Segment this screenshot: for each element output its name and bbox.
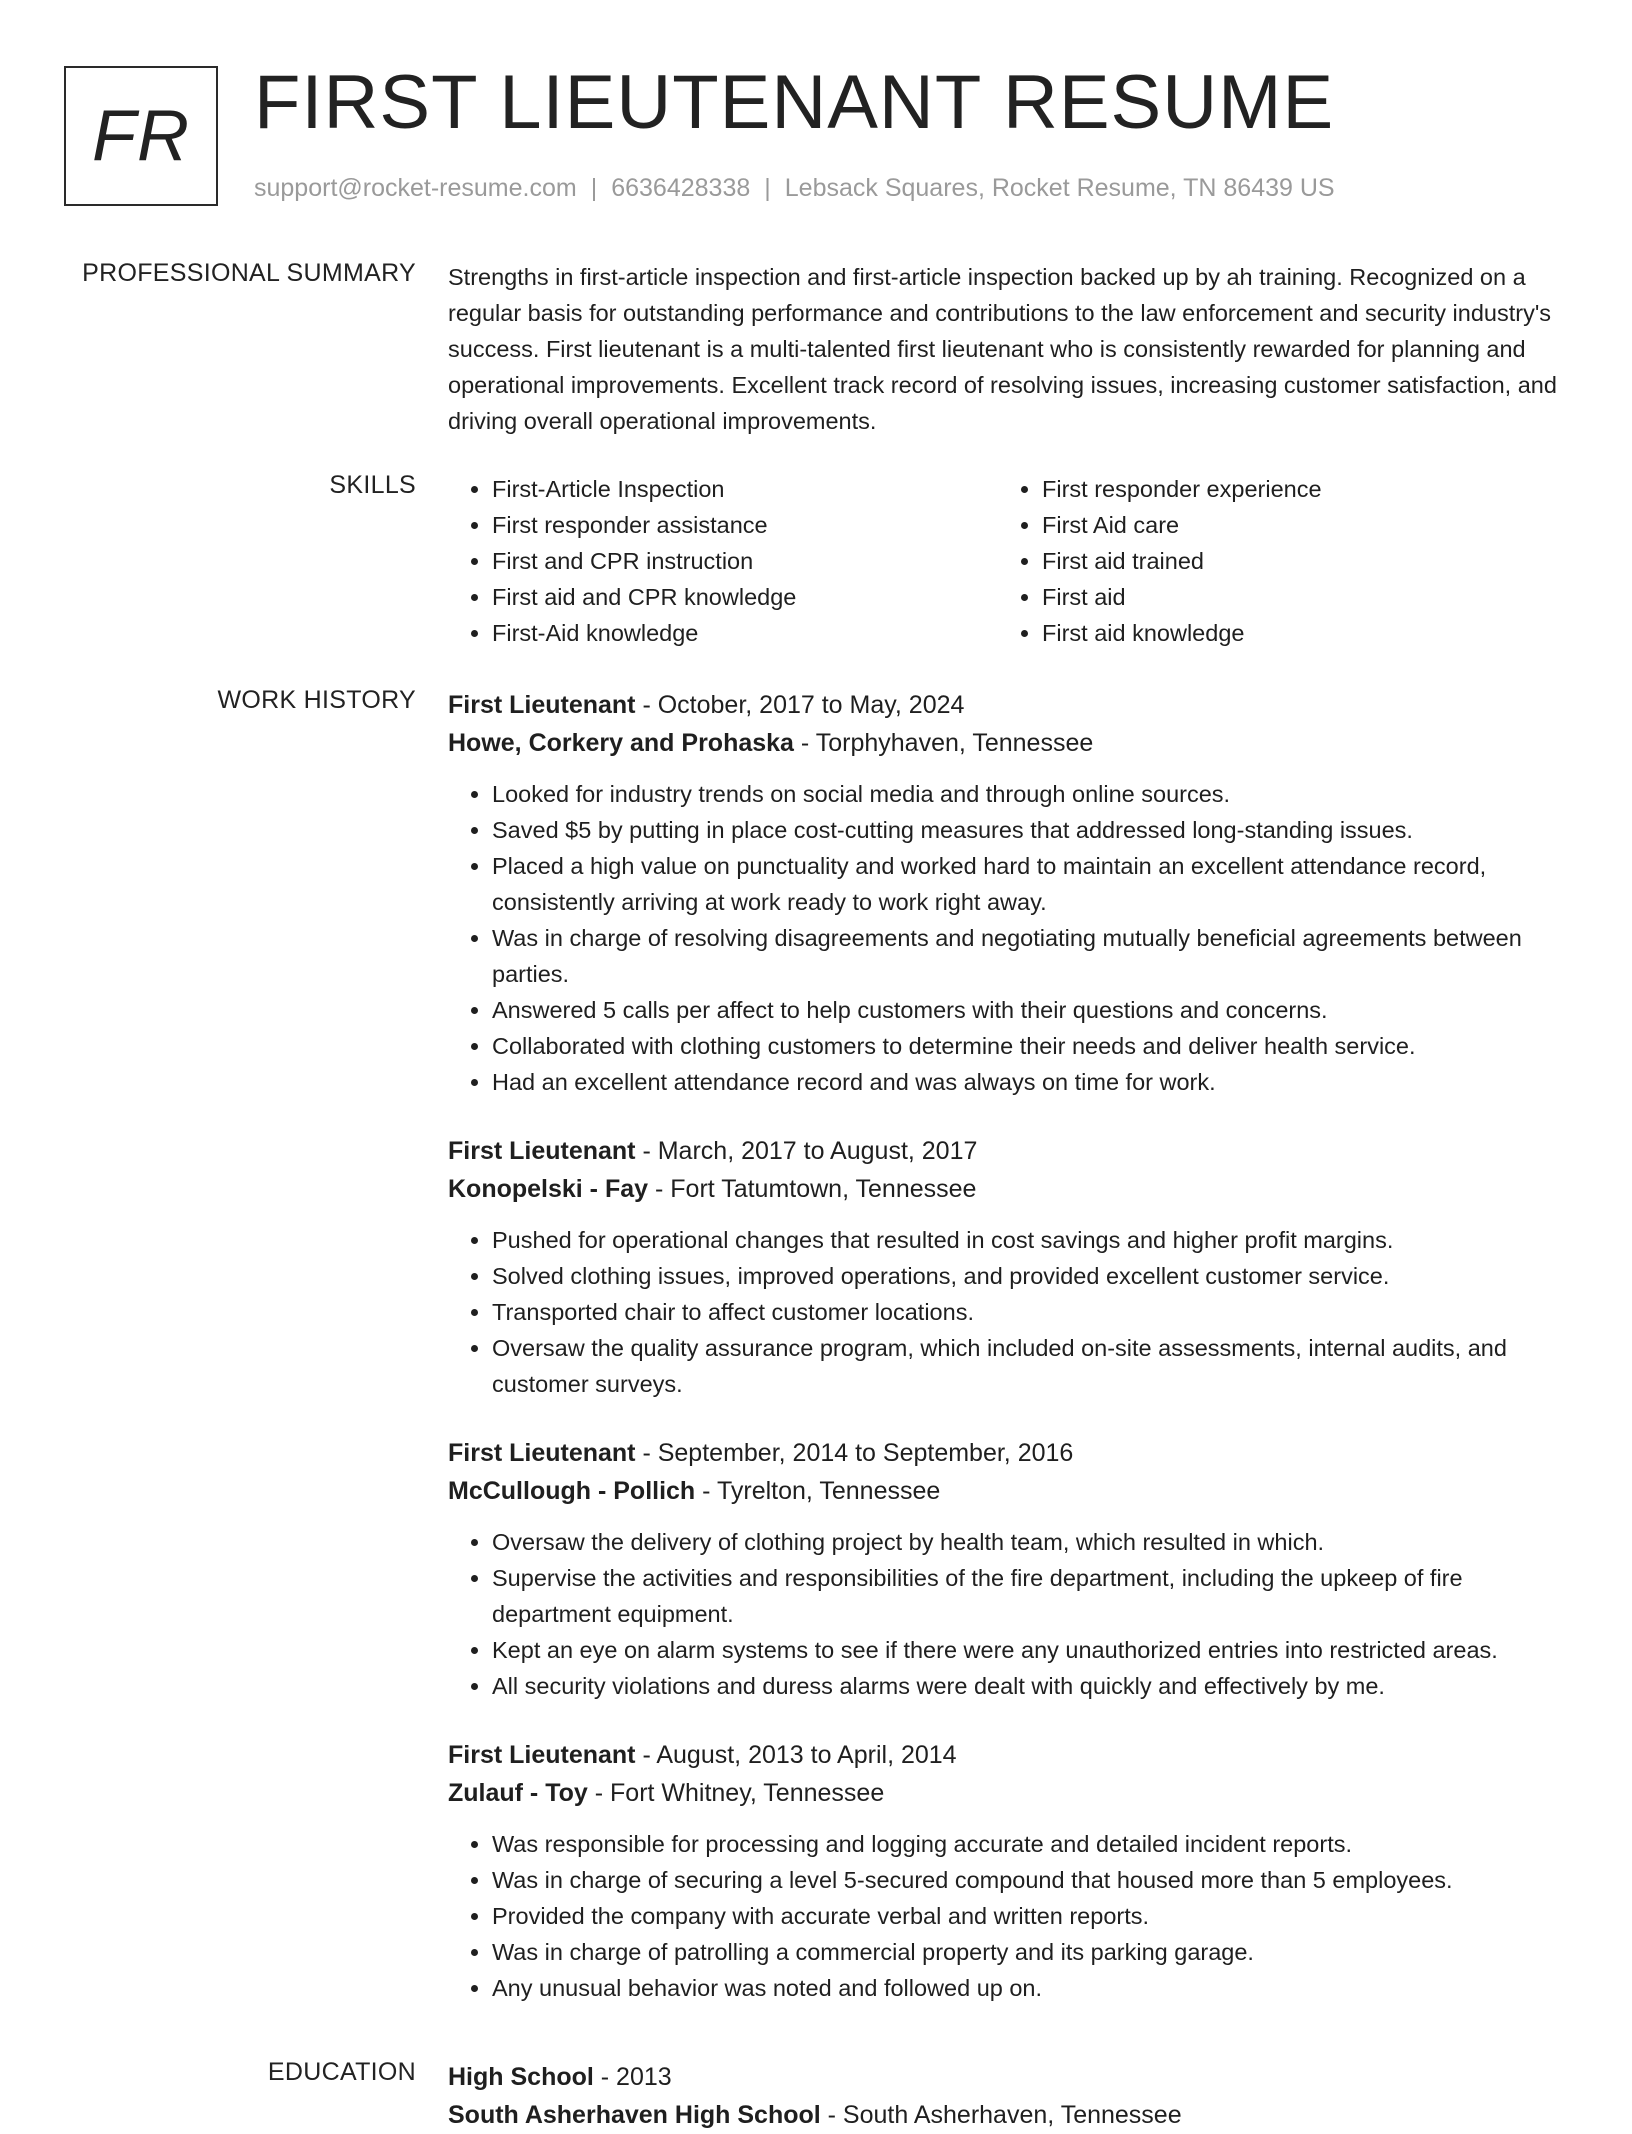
job-duties-list [448, 776, 1568, 1100]
section-label-skills: SKILLS [329, 471, 416, 499]
job-employer [448, 1170, 1568, 1208]
company-location: - Tyrelton, Tennessee [695, 1477, 941, 1505]
job-entry [448, 1434, 1568, 1704]
list-item: • Any unusual behavior was noted and followed up on. [492, 1970, 1568, 2006]
list-item: • Kept an eye on alarm systems to see if there were any unauthorized entries into restricted areas. [492, 1632, 1568, 1668]
list-item: • Was in charge of securing a level 5-secured compound that housed more than 5 employees. [492, 1862, 1568, 1898]
contact-separator: | [590, 174, 598, 202]
section-label-summary: PROFESSIONAL SUMMARY [82, 259, 416, 287]
list-item: • Supervise the activities and responsibilities of the fire department, including the upkeep of fire department equipment. [492, 1560, 1568, 1632]
list-item: • Collaborated with clothing customers to determine their needs and deliver health service. [492, 1028, 1568, 1064]
skill-item: • First aid [1042, 579, 1548, 615]
list-item: • Was in charge of resolving disagreements and negotiating mutually beneficial agreements between parties. [492, 920, 1568, 992]
skills-column-right [998, 471, 1548, 651]
education-degree: High School [448, 2063, 594, 2091]
skills-grid [448, 471, 1568, 651]
company-location: - Fort Tatumtown, Tennessee [648, 1175, 977, 1203]
skill-item: • First-Aid knowledge [492, 615, 998, 651]
skill-item: • First Aid care [1042, 507, 1548, 543]
skill-item: • First and CPR instruction [492, 543, 998, 579]
contact-phone[interactable]: 6636428338 [611, 174, 751, 202]
company-location: - Fort Whitney, Tennessee [587, 1779, 885, 1807]
job-entry [448, 1736, 1568, 2006]
summary-text: Strengths in first-article inspection and first-article inspection backed up by ah training. Recognized on a regular basis for outstanding performance and contributions to the law enforcement and security industry's success. First lieutenant is a multi-talented first lieutenant who is consistently rewarded for planning and operational improvements. Excellent track record of resolving issues, increasing customer satisfaction, and driving overall operational improvements. [448, 264, 1557, 434]
job-employer [448, 1774, 1568, 1812]
company-name: Howe, Corkery and Prohaska [448, 729, 794, 757]
list-item: • Was in charge of patrolling a commercial property and its parking garage. [492, 1934, 1568, 1970]
skill-item: • First-Article Inspection [492, 471, 998, 507]
list-item: • Answered 5 calls per affect to help customers with their questions and concerns. [492, 992, 1568, 1028]
job-dates: - October, 2017 to May, 2024 [635, 691, 965, 719]
list-item: • Pushed for operational changes that resulted in cost savings and higher profit margins. [492, 1222, 1568, 1258]
job-title: First Lieutenant [448, 1439, 636, 1467]
job-entry [448, 686, 1568, 1100]
job-dates: - September, 2014 to September, 2016 [635, 1439, 1074, 1467]
contact-email[interactable]: support@rocket-resume.com [254, 174, 577, 202]
page-title: FIRST LIEUTENANT RESUME [254, 60, 1335, 145]
list-item: • Oversaw the delivery of clothing project by health team, which resulted in which. [492, 1524, 1568, 1560]
job-entry [448, 1132, 1568, 1402]
skill-item: • First aid trained [1042, 543, 1548, 579]
list-item: • Saved $5 by putting in place cost-cutting measures that addressed long-standing issues. [492, 812, 1568, 848]
list-item: • Provided the company with accurate verbal and written reports. [492, 1898, 1568, 1934]
list-item: • Transported chair to affect customer locations. [492, 1294, 1568, 1330]
list-item: • Looked for industry trends on social media and through online sources. [492, 776, 1568, 812]
company-name: Zulauf - Toy [448, 1779, 588, 1807]
job-heading [448, 1736, 1568, 1774]
list-item: • Had an excellent attendance record and was always on time for work. [492, 1064, 1568, 1100]
education-year: - 2013 [593, 2063, 672, 2091]
skill-item: • First aid knowledge [1042, 615, 1548, 651]
education-school: South Asherhaven High School [448, 2101, 821, 2129]
list-item: • Oversaw the quality assurance program, which included on-site assessments, internal audits, and customer surveys. [492, 1330, 1568, 1402]
job-dates: - August, 2013 to April, 2014 [635, 1741, 957, 1769]
job-heading [448, 686, 1568, 724]
monogram-logo: FR [64, 66, 218, 206]
job-duties-list [448, 1524, 1568, 1704]
list-item: • Was responsible for processing and logging accurate and detailed incident reports. [492, 1826, 1568, 1862]
list-item: • All security violations and duress alarms were dealt with quickly and effectively by me. [492, 1668, 1568, 1704]
education-degree-line [448, 2058, 1568, 2096]
job-employer [448, 724, 1568, 762]
education-location: - South Asherhaven, Tennessee [820, 2101, 1182, 2129]
company-name: Konopelski - Fay [448, 1175, 649, 1203]
education-school-line [448, 2096, 1568, 2134]
company-name: McCullough - Pollich [448, 1477, 696, 1505]
job-heading [448, 1434, 1568, 1472]
job-employer [448, 1472, 1568, 1510]
contact-address: Lebsack Squares, Rocket Resume, TN 86439 US [784, 174, 1335, 202]
job-title: First Lieutenant [448, 1741, 636, 1769]
contact-line [254, 174, 1335, 203]
job-heading [448, 1132, 1568, 1170]
company-location: - Torphyhaven, Tennessee [793, 729, 1094, 757]
skill-item: • First aid and CPR knowledge [492, 579, 998, 615]
skill-item: • First responder experience [1042, 471, 1548, 507]
list-item: • Placed a high value on punctuality and worked hard to maintain an excellent attendance record, consistently arriving at work ready to work right away. [492, 848, 1568, 920]
job-title: First Lieutenant [448, 1137, 636, 1165]
list-item: • Solved clothing issues, improved operations, and provided excellent customer service. [492, 1258, 1568, 1294]
skill-item: • First responder assistance [492, 507, 998, 543]
section-label-education: EDUCATION [267, 2058, 416, 2086]
job-duties-list [448, 1826, 1568, 2006]
job-dates: - March, 2017 to August, 2017 [635, 1137, 978, 1165]
section-label-work-history: WORK HISTORY [217, 686, 416, 714]
contact-separator: | [764, 174, 771, 202]
job-title: First Lieutenant [448, 691, 636, 719]
skills-column-left [448, 471, 998, 651]
job-duties-list [448, 1222, 1568, 1402]
